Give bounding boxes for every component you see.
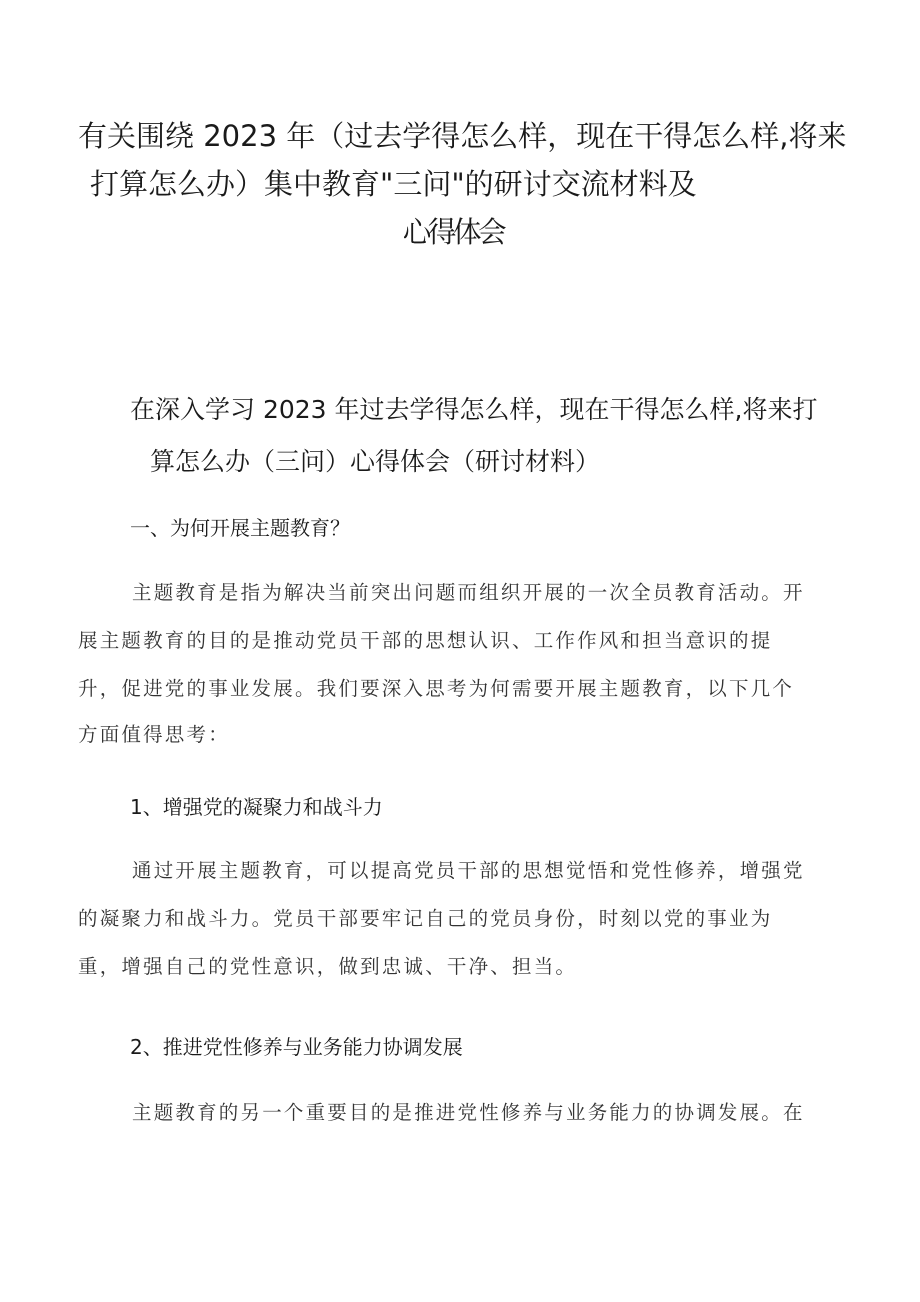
section-heading-coordination: 2、推进党性修养与业务能力协调发展 <box>130 1035 463 1059</box>
paragraph-line: 方面值得思考： <box>78 723 230 746</box>
section-heading-why: 一、为何开展主题教育？ <box>130 516 350 540</box>
paragraph-line: 升，促进党的事业发展。我们要深入思考为何需要开展主题教育，以下几个 <box>78 677 795 700</box>
section-heading-cohesion: 1、增强党的凝聚力和战斗力 <box>130 795 383 819</box>
paragraph-line: 通过开展主题教育，可以提高党员干部的思想觉悟和党性修养，增强党 <box>132 859 805 882</box>
paragraph-line: 展主题教育的目的是推动党员干部的思想认识、工作作风和担当意识的提 <box>78 629 773 652</box>
paragraph-line: 主题教育的另一个重要目的是推进党性修养与业务能力的协调发展。在 <box>132 1101 805 1124</box>
subtitle-line-1: 在深入学习 2023 年过去学得怎么样，现在干得怎么样,将来打 <box>130 395 818 424</box>
paragraph-line: 主题教育是指为解决当前突出问题而组织开展的一次全员教育活动。开 <box>132 581 805 604</box>
subtitle-line-2: 算怎么办（三问）心得体会（研讨材料） <box>150 447 601 476</box>
document-title-line-1: 有关围绕 2023 年（过去学得怎么样，现在干得怎么样,将来 <box>78 119 847 153</box>
paragraph-line: 的凝聚力和战斗力。党员干部要牢记自己的党员身份，时刻以党的事业为 <box>78 907 773 930</box>
document-title-line-3: 心得体会 <box>402 215 504 249</box>
paragraph-line: 重，增强自己的党性意识，做到忠诚、干净、担当。 <box>78 955 578 978</box>
document-title-line-2: 打算怎么办）集中教育"三问"的研讨交流材料及 <box>90 167 697 201</box>
